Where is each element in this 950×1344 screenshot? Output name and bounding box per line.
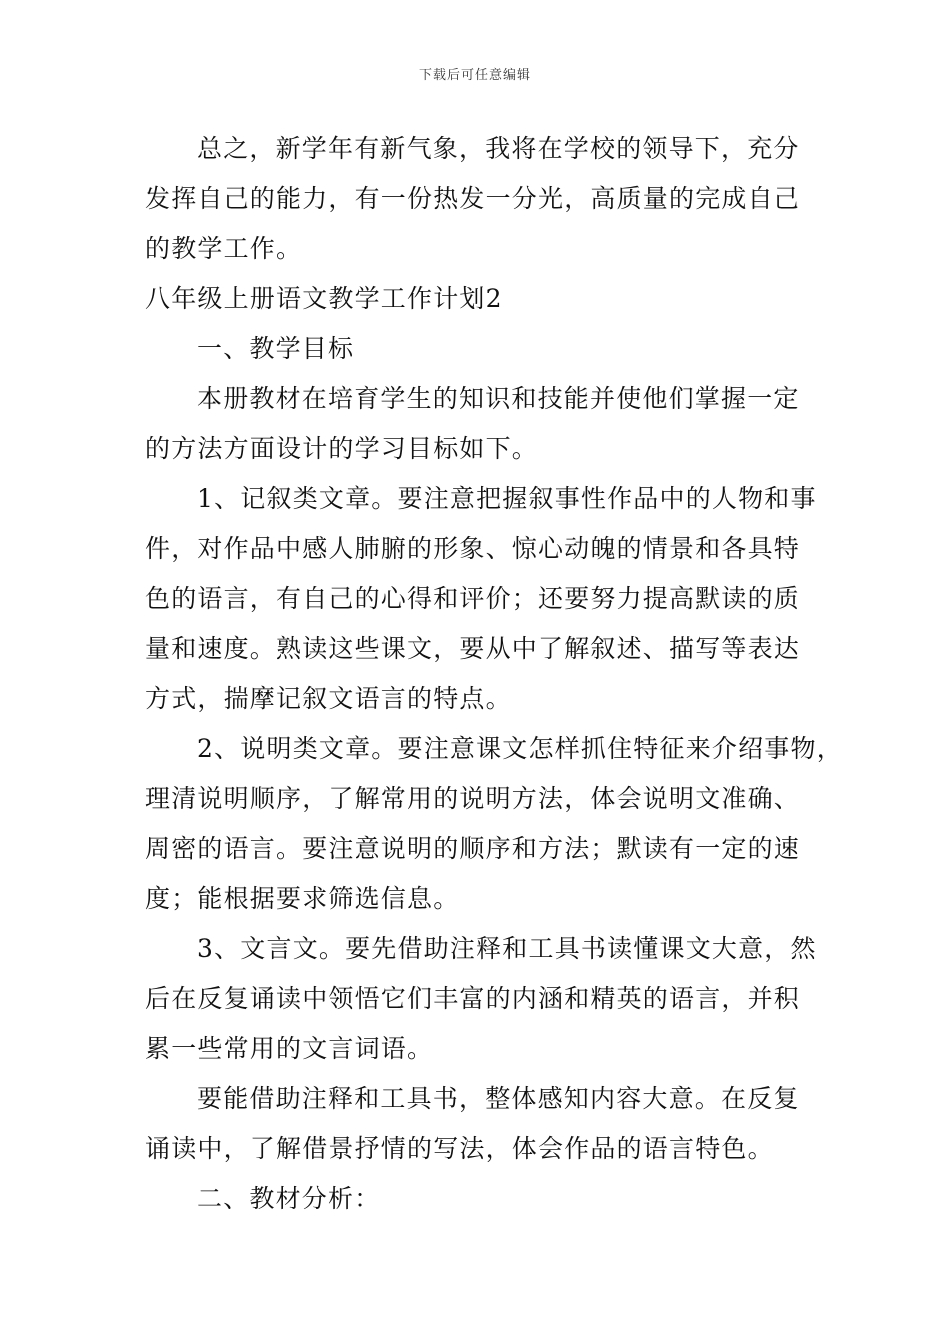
section-heading: 一、教学目标 (197, 334, 355, 363)
paragraph-line: 累一些常用的文言词语。 (145, 1034, 434, 1063)
paragraph-line: 1、记叙类文章。要注意把握叙事性作品中的人物和事 (197, 484, 817, 513)
document-body (145, 124, 843, 1224)
section-heading: 二、教材分析： (197, 1184, 381, 1213)
paragraph-line: 本册教材在培育学生的知识和技能并使他们掌握一定 (197, 384, 800, 413)
paragraph-line: 后在反复诵读中领悟它们丰富的内涵和精英的语言，并积 (145, 984, 801, 1013)
paragraph-line: 诵读中，了解借景抒情的写法，体会作品的语言特色。 (145, 1134, 774, 1163)
paragraph-line: 件，对作品中感人肺腑的形象、惊心动魄的情景和各具特 (145, 534, 801, 563)
paragraph-line: 的教学工作。 (145, 234, 303, 263)
paragraph-line: 总之，新学年有新气象，我将在学校的领导下，充分 (197, 134, 800, 163)
paragraph-line: 2、说明类文章。要注意课文怎样抓住特征来介绍事物， (197, 734, 843, 763)
paragraph-line: 方式，揣摩记叙文语言的特点。 (145, 684, 512, 713)
section-title: 八年级上册语文教学工作计划2 (145, 284, 503, 313)
paragraph-line: 3、文言文。要先借助注释和工具书读懂课文大意，然 (197, 934, 817, 963)
paragraph-line: 发挥自己的能力，有一份热发一分光，高质量的完成自己 (145, 184, 801, 213)
page-header: 下载后可任意编辑 (418, 68, 531, 83)
paragraph-line: 要能借助注释和工具书，整体感知内容大意。在反复 (197, 1084, 800, 1113)
paragraph-line: 度；能根据要求筛选信息。 (145, 884, 460, 913)
paragraph-line: 色的语言，有自己的心得和评价；还要努力提高默读的质 (145, 584, 801, 613)
paragraph-line: 理清说明顺序，了解常用的说明方法，体会说明文准确、 (145, 784, 801, 813)
paragraph-line: 的方法方面设计的学习目标如下。 (145, 434, 539, 463)
paragraph-line: 量和速度。熟读这些课文，要从中了解叙述、描写等表达 (145, 634, 801, 663)
paragraph-line: 周密的语言。要注意说明的顺序和方法；默读有一定的速 (145, 834, 801, 863)
